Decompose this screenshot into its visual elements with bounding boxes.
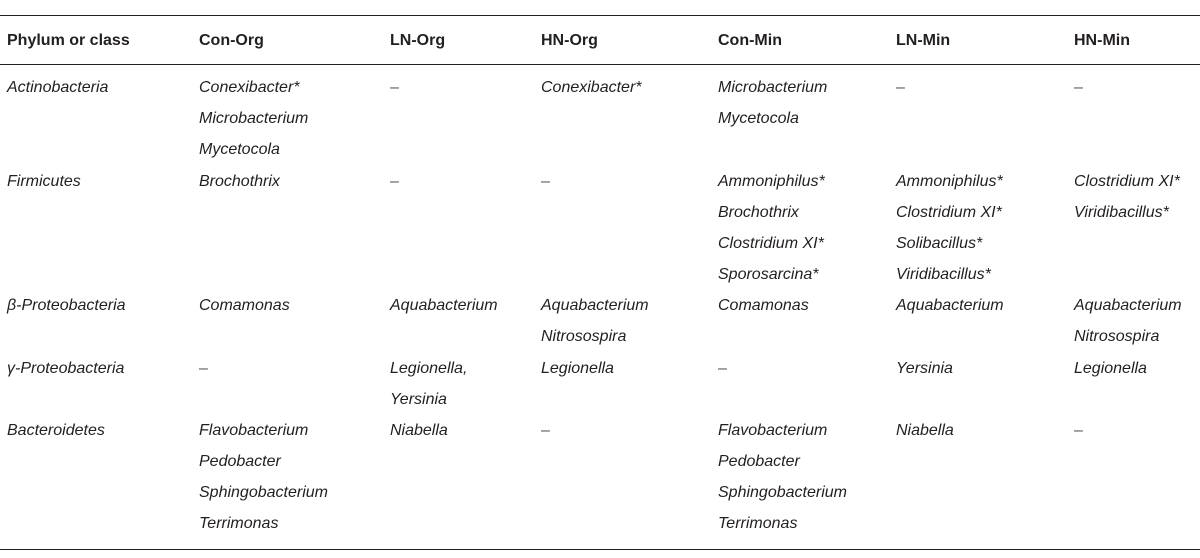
genus-entry: Mycetocola (199, 141, 280, 158)
table-cell-con-min (718, 72, 827, 134)
header-phylum: Phylum or class (7, 32, 130, 49)
genus-entry: Actinobacteria (7, 79, 109, 96)
header-hn-org: HN-Org (541, 32, 598, 49)
genus-entry: Mycetocola (718, 110, 799, 127)
genus-entry: Clostridium XI* (718, 235, 824, 252)
table-cell-con-org (199, 166, 280, 197)
genus-entry: – (199, 360, 208, 377)
genus-entry: Solibacillus* (896, 235, 983, 252)
table-cell-ln-min (896, 166, 1003, 290)
genus-entry: Pedobacter (199, 453, 281, 470)
table-cell-con-min (718, 166, 825, 290)
table-cell-ln-min (896, 290, 1004, 321)
genus-entry: – (1074, 79, 1083, 96)
genus-entry: Viridibacillus* (1074, 204, 1169, 221)
table-cell-hn-min (1074, 415, 1083, 446)
table-top-rule (0, 15, 1200, 16)
table-cell-con-org (199, 353, 208, 384)
genus-entry: Niabella (390, 422, 448, 439)
genus-entry: Nitrosospira (1074, 328, 1160, 345)
table-cell-hn-min (1074, 166, 1180, 228)
genus-entry: Viridibacillus* (896, 266, 991, 283)
table-cell-ln-org (390, 353, 467, 415)
table-row-phylum (7, 72, 108, 103)
table-header-rule (0, 64, 1200, 65)
genus-entry: Brochothrix (718, 204, 799, 221)
genus-entry: Legionella (541, 360, 614, 377)
genus-entry: Legionella, (390, 360, 468, 377)
genus-entry: – (1074, 422, 1083, 439)
genus-entry: Conexibacter* (541, 79, 642, 96)
genus-entry: Ammoniphilus* (896, 173, 1003, 190)
table-cell-hn-org (541, 166, 550, 197)
table-cell-ln-org (390, 72, 399, 103)
genus-entry: Niabella (896, 422, 954, 439)
genus-entry: γ-Proteobacteria (7, 360, 125, 377)
table-row-phylum (7, 166, 81, 197)
genus-entry: Clostridium XI* (896, 204, 1002, 221)
header-ln-org: LN-Org (390, 32, 446, 49)
table-cell-con-org (199, 72, 308, 165)
genus-entry: Flavobacterium (718, 422, 828, 439)
table-cell-con-org (199, 290, 290, 321)
table-cell-hn-min (1074, 290, 1182, 352)
table-cell-con-min (718, 290, 809, 321)
genus-entry: Aquabacterium (390, 297, 498, 314)
table-bottom-rule (0, 549, 1200, 550)
genus-entry: – (541, 422, 550, 439)
header-con-org: Con-Org (199, 32, 264, 49)
genus-entry: Conexibacter* (199, 79, 300, 96)
genus-entry: Comamonas (718, 297, 809, 314)
genus-entry: Sphingobacterium (199, 484, 328, 501)
genus-entry: Bacteroidetes (7, 422, 105, 439)
genus-entry: – (390, 173, 399, 190)
genus-entry: Legionella (1074, 360, 1147, 377)
genus-entry: Aquabacterium (541, 297, 649, 314)
table-row-phylum (7, 353, 124, 384)
genus-entry: Aquabacterium (896, 297, 1004, 314)
genus-entry: Pedobacter (718, 453, 800, 470)
genus-entry: – (390, 79, 399, 96)
table-row-phylum (7, 415, 105, 446)
genus-entry: Ammoniphilus* (718, 173, 825, 190)
table-cell-hn-org (541, 290, 649, 352)
genus-entry: Sphingobacterium (718, 484, 847, 501)
table-cell-ln-org (390, 290, 498, 321)
genus-entry: – (718, 360, 727, 377)
genus-entry: Terrimonas (199, 515, 279, 532)
table-cell-con-min (718, 415, 847, 539)
genus-entry: Brochothrix (199, 173, 280, 190)
genus-entry: Terrimonas (718, 515, 798, 532)
genus-entry: Microbacterium (718, 79, 828, 96)
table-cell-ln-org (390, 166, 399, 197)
header-hn-min: HN-Min (1074, 32, 1130, 49)
table-cell-ln-min (896, 353, 953, 384)
genus-entry: β-Proteobacteria (7, 297, 126, 314)
table-cell-ln-min (896, 72, 905, 103)
genus-entry: Microbacterium (199, 110, 309, 127)
table-cell-con-org (199, 415, 328, 539)
table-cell-hn-min (1074, 353, 1147, 384)
genus-entry: – (896, 79, 905, 96)
genus-entry: Nitrosospira (541, 328, 627, 345)
genus-entry: Comamonas (199, 297, 290, 314)
genus-entry: Aquabacterium (1074, 297, 1182, 314)
header-con-min: Con-Min (718, 32, 782, 49)
table-cell-con-min (718, 353, 727, 384)
genus-entry: Sporosarcina* (718, 266, 819, 283)
genus-entry: Yersinia (390, 391, 447, 408)
header-ln-min: LN-Min (896, 32, 951, 49)
table-cell-hn-org (541, 353, 614, 384)
genus-entry: Yersinia (896, 360, 953, 377)
table-cell-hn-org (541, 415, 550, 446)
table-cell-hn-min (1074, 72, 1083, 103)
table-row-phylum (7, 290, 126, 321)
table-cell-hn-org (541, 72, 642, 103)
table-cell-ln-min (896, 415, 954, 446)
genus-entry: – (541, 173, 550, 190)
genus-entry: Flavobacterium (199, 422, 309, 439)
genus-entry: Firmicutes (7, 173, 81, 190)
genus-entry: Clostridium XI* (1074, 173, 1180, 190)
table-cell-ln-org (390, 415, 448, 446)
